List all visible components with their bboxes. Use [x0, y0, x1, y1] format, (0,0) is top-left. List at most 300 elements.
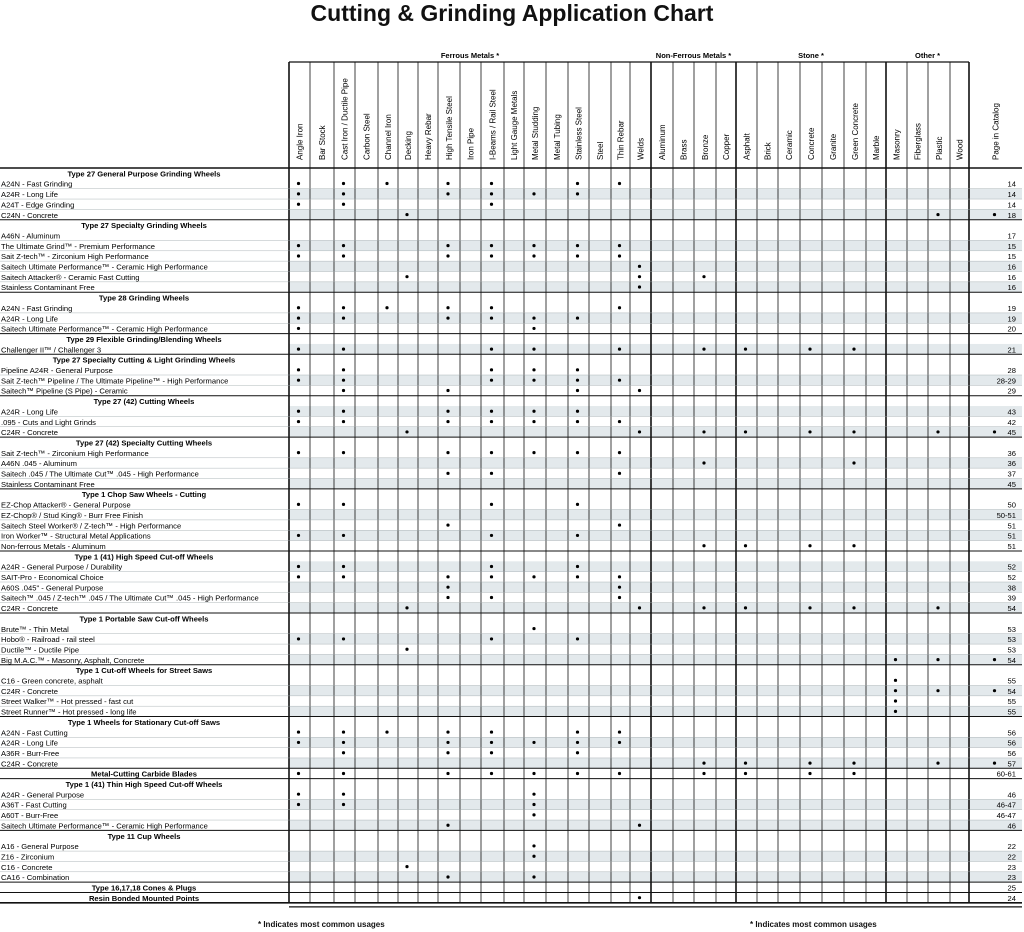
product-name: A24R - Long Life — [1, 738, 58, 748]
usage-dot — [808, 544, 811, 547]
product-name: Saitech™ Pipeline (S Pipe) - Ceramic — [1, 386, 128, 396]
catalog-page: 53 — [1007, 635, 1016, 645]
row-band — [289, 530, 1022, 540]
column-header: Bar Stock — [318, 125, 327, 160]
usage-dot — [490, 637, 493, 640]
usage-dot — [405, 648, 408, 651]
usage-dot — [576, 503, 579, 506]
column-header: Copper — [722, 133, 731, 160]
usage-dot — [446, 523, 449, 526]
usage-dot — [297, 803, 300, 806]
usage-dot — [702, 762, 705, 765]
usage-dot — [532, 575, 535, 578]
usage-dot — [297, 244, 300, 247]
usage-dot — [576, 741, 579, 744]
usage-dot — [297, 637, 300, 640]
usage-dot — [342, 803, 345, 806]
row-band — [289, 582, 1022, 592]
usage-dot — [576, 420, 579, 423]
usage-dot — [576, 379, 579, 382]
usage-dot — [618, 575, 621, 578]
usage-dot — [342, 772, 345, 775]
product-name: .095 - Cuts and Light Grinds — [1, 417, 96, 427]
usage-dot — [532, 420, 535, 423]
column-header: Marble — [872, 135, 881, 160]
column-header: Concrete — [807, 127, 816, 160]
product-name: A46N .045 - Aluminum — [1, 459, 77, 469]
usage-dot — [852, 762, 855, 765]
usage-dot — [702, 275, 705, 278]
product-name: C24R - Concrete — [1, 428, 58, 438]
usage-dot — [618, 772, 621, 775]
usage-dot — [702, 348, 705, 351]
usage-dot — [894, 658, 897, 661]
product-name: A60S .045" - General Purpose — [1, 583, 104, 593]
usage-dot — [297, 379, 300, 382]
usage-dot — [342, 503, 345, 506]
usage-dot — [618, 379, 621, 382]
usage-dot — [638, 275, 641, 278]
usage-dot — [744, 762, 747, 765]
usage-dot — [490, 316, 493, 319]
usage-dot — [297, 348, 300, 351]
product-name: A24R - Long Life — [1, 314, 58, 324]
usage-dot — [532, 368, 535, 371]
usage-dot — [618, 348, 621, 351]
row-band — [289, 686, 1022, 696]
catalog-page: 51 — [1007, 521, 1016, 531]
usage-dot — [342, 793, 345, 796]
product-name: Sait Z-tech™ - Zirconium High Performance — [1, 448, 149, 458]
usage-dot — [936, 658, 939, 661]
usage-dot — [618, 182, 621, 185]
catalog-page: 14 — [1007, 190, 1016, 200]
catalog-page: 46 — [1007, 821, 1016, 831]
usage-dot — [744, 772, 747, 775]
footnote-left: * Indicates most common usages — [258, 920, 385, 929]
product-name: EZ-Chop® / Stud King® - Burr Free Finish — [1, 510, 144, 520]
catalog-page: 60-61 — [996, 769, 1016, 779]
usage-dot — [576, 389, 579, 392]
usage-dot — [532, 254, 535, 257]
usage-dot — [618, 451, 621, 454]
product-name: The Ultimate Grind™ - Premium Performance — [1, 241, 156, 251]
usage-dot — [446, 316, 449, 319]
usage-dot — [894, 689, 897, 692]
usage-dot — [532, 192, 535, 195]
row-band — [289, 375, 1022, 385]
usage-dot — [342, 203, 345, 206]
catalog-page: 55 — [1007, 697, 1016, 707]
usage-dot — [638, 430, 641, 433]
usage-dot — [405, 430, 408, 433]
row-band — [289, 427, 1022, 437]
footnote-right: * Indicates most common usages — [750, 920, 877, 929]
row-band — [289, 406, 1022, 416]
usage-dot — [993, 762, 996, 765]
product-name: Saitech Ultimate Performance™ - Ceramic High Performance — [1, 324, 208, 334]
usage-dot — [993, 658, 996, 661]
catalog-page: 28 — [1007, 366, 1016, 375]
row-band — [289, 261, 1022, 271]
product-name: A24T - Edge Grinding — [1, 200, 75, 210]
usage-dot — [446, 244, 449, 247]
column-header: Steel — [596, 141, 605, 160]
row-band — [289, 758, 1022, 768]
catalog-page: 54 — [1007, 686, 1016, 696]
column-header: I-Beams / Rail Steel — [488, 89, 498, 160]
usage-dot — [744, 348, 747, 351]
catalog-page: 46 — [1007, 790, 1016, 800]
usage-dot — [342, 316, 345, 319]
usage-dot — [808, 762, 811, 765]
catalog-page: 51 — [1007, 541, 1016, 551]
product-name: Saitech Ultimate Performance™ - Ceramic High Performance — [1, 821, 208, 831]
usage-dot — [490, 472, 493, 475]
catalog-page: 45 — [1007, 428, 1016, 438]
catalog-page: 46-47 — [996, 800, 1016, 810]
usage-dot — [576, 534, 579, 537]
usage-dot — [702, 461, 705, 464]
page-title: Cutting & Grinding Application Chart — [310, 0, 714, 26]
usage-dot — [297, 503, 300, 506]
catalog-page: 19 — [1007, 314, 1016, 324]
catalog-page: 20 — [1007, 324, 1016, 334]
row-band — [289, 479, 1022, 489]
section-heading: Type 28 Grinding Wheels — [98, 293, 190, 303]
product-name: A16 - General Purpose — [1, 842, 79, 852]
usage-dot — [342, 751, 345, 754]
column-header: Iron Pipe — [466, 127, 476, 160]
usage-dot — [490, 451, 493, 454]
usage-dot — [342, 741, 345, 744]
usage-dot — [576, 575, 579, 578]
usage-dot — [405, 606, 408, 609]
product-name: Pipeline A24R - General Purpose — [1, 366, 113, 375]
catalog-page: 14 — [1007, 179, 1016, 189]
catalog-page: 53 — [1007, 624, 1016, 634]
usage-dot — [490, 730, 493, 733]
usage-dot — [342, 254, 345, 257]
usage-dot — [808, 772, 811, 775]
usage-dot — [808, 430, 811, 433]
usage-dot — [576, 637, 579, 640]
product-name: Ductile™ - Ductile Pipe — [1, 645, 80, 655]
usage-dot — [638, 606, 641, 609]
usage-dot — [490, 575, 493, 578]
section-heading: Type 27 Specialty Cutting & Light Grinding Wheels — [52, 355, 236, 365]
usage-dot — [532, 803, 535, 806]
section-heading: Type 1 Wheels for Stationary Cut-off Saws — [67, 717, 221, 727]
section-heading: Metal-Cutting Carbide Blades — [91, 769, 197, 779]
usage-dot — [342, 565, 345, 568]
usage-dot — [446, 389, 449, 392]
product-name: A24R - Long Life — [1, 407, 58, 417]
row-band — [289, 209, 1022, 219]
usage-dot — [490, 182, 493, 185]
product-name: C16 - Concrete — [1, 862, 53, 872]
usage-dot — [490, 420, 493, 423]
product-name: Sait Z-tech™ - Zirconium High Performance — [1, 252, 149, 262]
usage-dot — [638, 285, 641, 288]
usage-dot — [342, 192, 345, 195]
catalog-page: 46-47 — [996, 811, 1016, 821]
usage-dot — [342, 534, 345, 537]
row-band — [289, 344, 1022, 354]
section-heading: Type 27 (42) Cutting Wheels — [93, 397, 195, 407]
row-band — [289, 634, 1022, 644]
usage-dot — [532, 844, 535, 847]
usage-dot — [342, 368, 345, 371]
usage-dot — [342, 306, 345, 309]
catalog-page: 17 — [1007, 231, 1016, 241]
section-heading: Type 1 (41) High Speed Cut-off Wheels — [74, 552, 214, 562]
catalog-page: 54 — [1007, 604, 1016, 614]
usage-dot — [894, 710, 897, 713]
usage-dot — [342, 575, 345, 578]
usage-dot — [490, 410, 493, 413]
usage-dot — [936, 213, 939, 216]
usage-dot — [532, 327, 535, 330]
usage-dot — [446, 586, 449, 589]
usage-dot — [297, 368, 300, 371]
catalog-page: 15 — [1007, 252, 1016, 262]
usage-dot — [446, 824, 449, 827]
product-name: A24R - Long Life — [1, 190, 58, 200]
catalog-page: 53 — [1007, 645, 1016, 655]
product-name: Saitech Ultimate Performance™ - Ceramic High Performance — [1, 262, 208, 272]
section-heading: Type 1 (41) Thin High Speed Cut-off Wheels — [65, 780, 223, 789]
column-header: Ceramic — [785, 130, 794, 160]
usage-dot — [532, 793, 535, 796]
row-band — [289, 561, 1022, 571]
usage-dot — [490, 534, 493, 537]
usage-dot — [297, 565, 300, 568]
usage-dot — [576, 192, 579, 195]
usage-dot — [490, 379, 493, 382]
usage-dot — [702, 430, 705, 433]
usage-dot — [618, 730, 621, 733]
product-name: Saitech .045 / The Ultimate Cut™ .045 - High Performance — [1, 469, 199, 479]
group-header: Other * — [914, 51, 941, 60]
catalog-page: 50-51 — [996, 510, 1016, 520]
catalog-page: 22 — [1007, 842, 1016, 852]
usage-dot — [405, 865, 408, 868]
usage-dot — [638, 389, 641, 392]
column-header: High Tensile Steel — [445, 96, 454, 160]
usage-dot — [490, 751, 493, 754]
usage-dot — [490, 503, 493, 506]
row-band — [289, 820, 1022, 830]
row-band — [289, 313, 1022, 323]
row-band — [289, 603, 1022, 613]
usage-dot — [808, 606, 811, 609]
catalog-page: 23 — [1007, 873, 1016, 883]
usage-dot — [490, 772, 493, 775]
product-name: A24R - General Purpose — [1, 790, 85, 800]
usage-dot — [342, 637, 345, 640]
catalog-page: 55 — [1007, 707, 1016, 717]
product-name: Street Runner™ - Hot pressed - long life — [1, 707, 137, 717]
usage-dot — [297, 793, 300, 796]
catalog-page: 42 — [1007, 417, 1016, 427]
usage-dot — [490, 203, 493, 206]
usage-dot — [638, 896, 641, 899]
usage-dot — [852, 430, 855, 433]
row-band — [289, 240, 1022, 250]
catalog-page: 19 — [1007, 303, 1016, 313]
column-header: Cast Iron / Ductile Pipe — [340, 78, 350, 160]
catalog-page: 54 — [1007, 655, 1016, 665]
usage-dot — [297, 410, 300, 413]
usage-dot — [618, 420, 621, 423]
usage-dot — [446, 751, 449, 754]
usage-dot — [405, 213, 408, 216]
usage-dot — [446, 254, 449, 257]
usage-dot — [385, 182, 388, 185]
column-header: Brick — [763, 142, 773, 160]
catalog-page: 15 — [1007, 241, 1016, 251]
usage-dot — [532, 451, 535, 454]
usage-dot — [342, 348, 345, 351]
usage-dot — [618, 596, 621, 599]
section-heading: Type 27 General Purpose Grinding Wheels — [67, 169, 221, 179]
usage-dot — [297, 420, 300, 423]
usage-dot — [576, 254, 579, 257]
product-name: Stainless Contaminant Free — [1, 479, 95, 489]
catalog-page: 56 — [1007, 738, 1016, 748]
usage-dot — [385, 730, 388, 733]
section-heading: Type 1 Portable Saw Cut-off Wheels — [79, 614, 209, 624]
usage-dot — [297, 192, 300, 195]
usage-dot — [532, 316, 535, 319]
usage-dot — [702, 606, 705, 609]
catalog-page: 39 — [1007, 593, 1016, 603]
usage-dot — [446, 410, 449, 413]
usage-dot — [936, 606, 939, 609]
usage-dot — [618, 741, 621, 744]
usage-dot — [342, 182, 345, 185]
section-heading: Type 27 Specialty Grinding Wheels — [81, 221, 207, 231]
product-name: EZ-Chop Attacker® - General Purpose — [1, 500, 131, 510]
catalog-page: 38 — [1007, 583, 1016, 593]
product-name: SAIT-Pro - Economical Choice — [1, 573, 104, 582]
usage-dot — [638, 824, 641, 827]
catalog-page: 45 — [1007, 479, 1016, 489]
usage-dot — [342, 451, 345, 454]
usage-dot — [297, 306, 300, 309]
usage-dot — [993, 213, 996, 216]
column-header: Metal Studding — [531, 106, 540, 160]
column-header: Wood — [955, 139, 965, 160]
usage-dot — [342, 389, 345, 392]
column-header: Metal Tubing — [553, 114, 562, 160]
row-band — [289, 654, 1022, 664]
usage-dot — [744, 606, 747, 609]
usage-dot — [532, 627, 535, 630]
catalog-page: 43 — [1007, 407, 1016, 417]
usage-dot — [532, 410, 535, 413]
group-header: Stone * — [798, 51, 824, 60]
catalog-page: 16 — [1007, 262, 1016, 272]
product-name: Iron Worker™ - Structural Metal Applications — [1, 531, 151, 541]
column-header: Brass — [679, 139, 689, 160]
usage-dot — [446, 730, 449, 733]
usage-dot — [342, 730, 345, 733]
product-name: Street Walker™ - Hot pressed - fast cut — [1, 697, 134, 707]
catalog-page: 16 — [1007, 272, 1016, 282]
product-name: Z16 - Zirconium — [1, 852, 55, 862]
usage-dot — [446, 451, 449, 454]
catalog-page: 52 — [1007, 573, 1016, 582]
usage-dot — [744, 430, 747, 433]
usage-dot — [446, 741, 449, 744]
usage-dot — [490, 244, 493, 247]
usage-dot — [852, 772, 855, 775]
usage-dot — [532, 379, 535, 382]
section-heading: Type 16,17,18 Cones & Plugs — [91, 883, 197, 893]
column-header: Welds — [636, 137, 646, 160]
usage-dot — [342, 244, 345, 247]
product-name: Brute™ - Thin Metal — [1, 624, 69, 634]
product-name: C24N - Concrete — [1, 210, 58, 220]
product-name: Saitech Attacker® - Ceramic Fast Cutting — [1, 272, 140, 282]
catalog-page: 55 — [1007, 676, 1016, 686]
section-heading: Type 11 Cup Wheels — [107, 831, 181, 841]
usage-dot — [894, 679, 897, 682]
usage-dot — [490, 192, 493, 195]
usage-dot — [297, 203, 300, 206]
column-header: Plastic — [935, 136, 944, 160]
usage-dot — [532, 348, 535, 351]
usage-dot — [532, 772, 535, 775]
section-heading: Type 1 Chop Saw Wheels - Cutting — [81, 490, 207, 500]
product-name: A24N - Fast Cutting — [1, 728, 68, 738]
usage-dot — [808, 348, 811, 351]
usage-dot — [297, 575, 300, 578]
usage-dot — [576, 451, 579, 454]
column-header: Masonry — [892, 129, 902, 160]
usage-dot — [532, 813, 535, 816]
usage-dot — [297, 772, 300, 775]
usage-dot — [490, 348, 493, 351]
usage-dot — [576, 772, 579, 775]
column-header: Granite — [829, 133, 838, 160]
row-band — [289, 799, 1022, 809]
usage-dot — [576, 182, 579, 185]
usage-dot — [385, 306, 388, 309]
usage-dot — [618, 306, 621, 309]
catalog-page: 37 — [1007, 469, 1016, 479]
usage-dot — [638, 265, 641, 268]
product-name: A24R - General Purpose / Durability — [1, 562, 123, 572]
catalog-page: 23 — [1007, 862, 1016, 872]
group-header: Non-Ferrous Metals * — [655, 51, 732, 60]
usage-dot — [490, 596, 493, 599]
usage-dot — [532, 875, 535, 878]
usage-dot — [618, 254, 621, 257]
usage-dot — [490, 306, 493, 309]
usage-dot — [405, 275, 408, 278]
row-band — [289, 510, 1022, 520]
usage-dot — [297, 741, 300, 744]
usage-dot — [446, 182, 449, 185]
product-name: A60T - Burr-Free — [1, 811, 59, 821]
product-name: C24R - Concrete — [1, 686, 58, 696]
usage-dot — [297, 254, 300, 257]
product-name: Sait Z-tech™ Pipeline / The Ultimate Pipeline™ - High Performance — [1, 376, 229, 386]
row-band — [289, 282, 1022, 292]
